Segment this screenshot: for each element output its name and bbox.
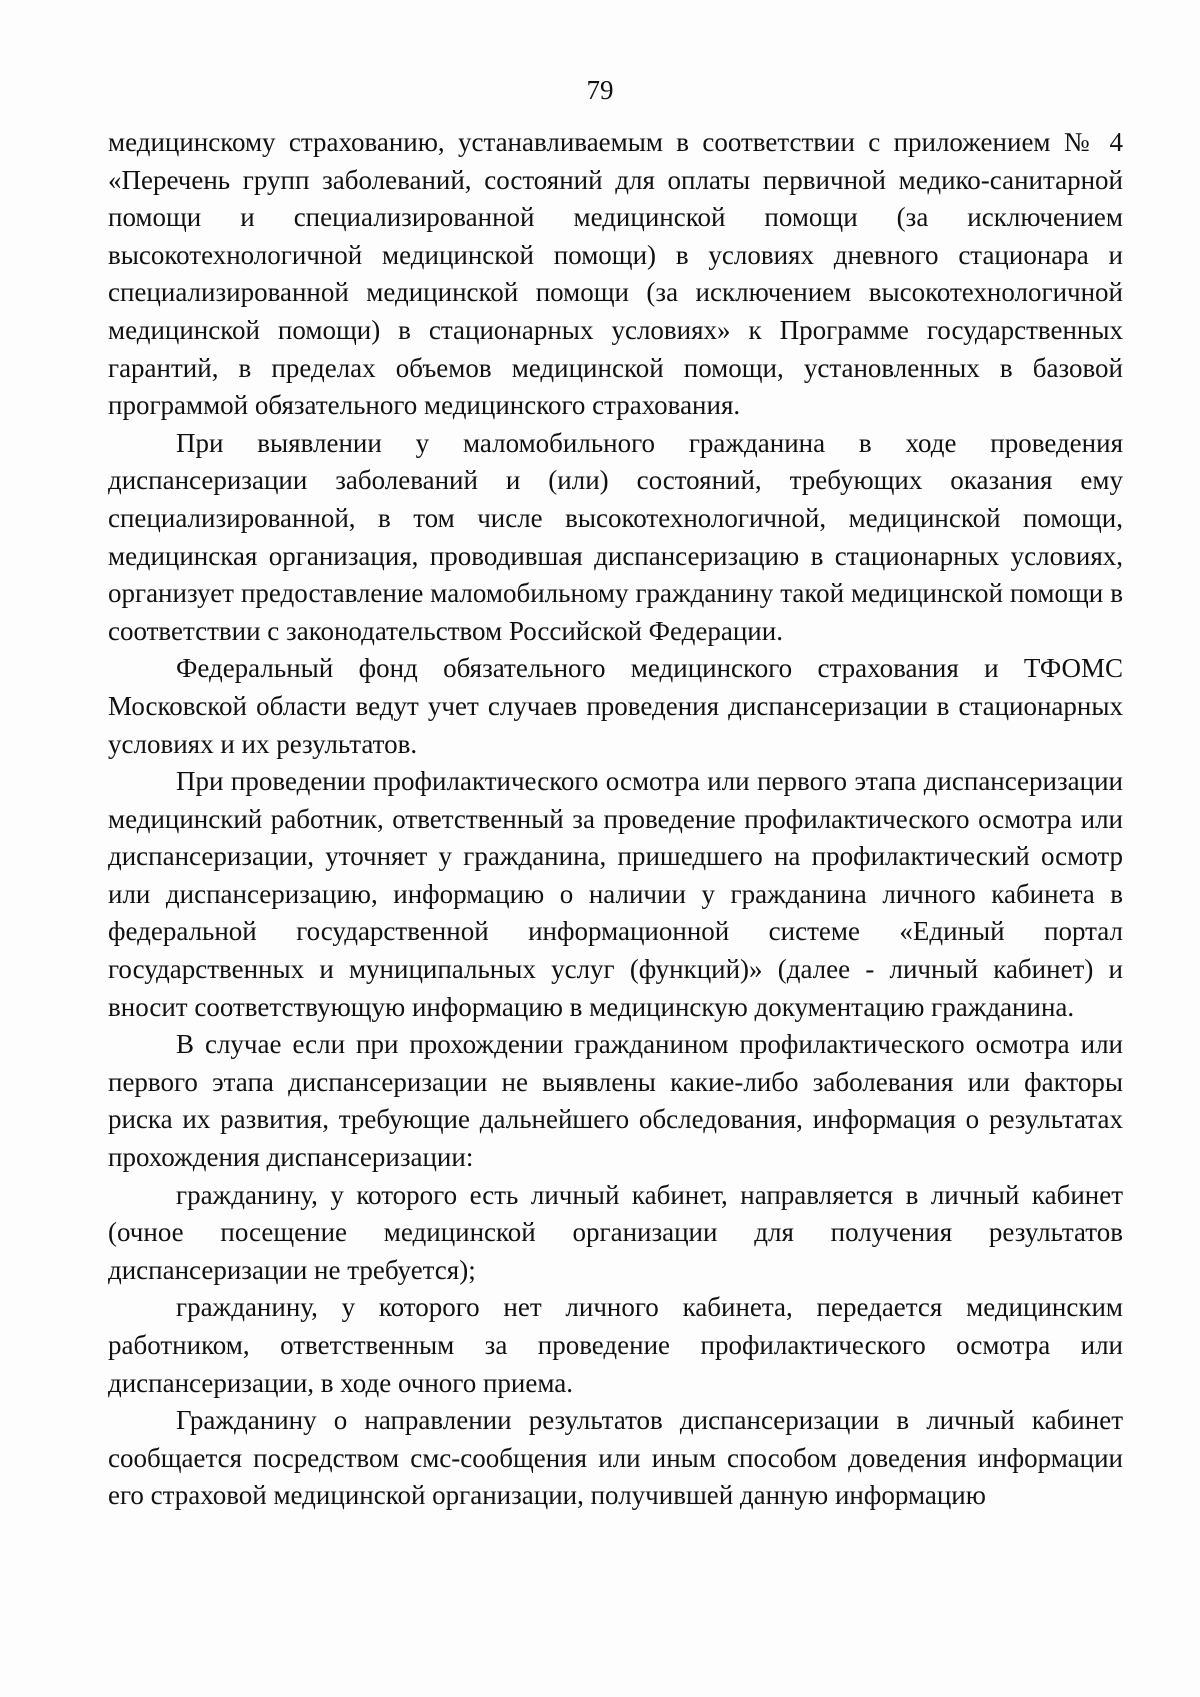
paragraph-8: Гражданину о направлении результатов диспансеризации в личный кабинет сообщается посредством смс-сообщения или иным способом доведения информации его страховой медицинской организации, получившей данную информацию [108, 1405, 1123, 1511]
paragraph-4: При проведении профилактического осмотра или первого этапа диспансеризации медицинский работник, ответственный за проведение профилактического осмотра или диспансеризации, уточняет у гражданина, пришедшего на профилактический осмотр или диспансеризацию, информацию о наличии у гражданина личного кабинета в федеральной государственной информационной системе «Единый портал государственных и муниципальных услуг (функций)» (далее - личный кабинет) и вносит соответствующую информацию в медицинскую документацию гражданина. [108, 766, 1123, 1022]
paragraph-5: В случае если при прохождении гражданином профилактического осмотра или первого этапа диспансеризации не выявлены какие-либо заболевания или факторы риска их развития, требующие дальнейшего обследования, информация о результатах прохождения диспансеризации: [108, 1029, 1123, 1173]
paragraph-6: гражданину, у которого есть личный кабинет, направляется в личный кабинет (очное посещение медицинской организации для получения результатов диспансеризации не требуется); [108, 1179, 1123, 1285]
paragraph-1: медицинскому страхованию, устанавливаемым в соответствии с приложением № 4 «Перечень групп заболеваний, состояний для оплаты первичной медико-санитарной помощи и специализированной медицинской помощи (за исключением высокотехнологичной медицинской помощи) в условиях дневного стационара и специализированной медицинской помощи (за исключением высокотехнологичной медицинской помощи) в стационарных условиях» к Программе государственных гарантий, в пределах объемов медицинской помощи, установленных в базовой программой обязательного медицинского страхования. [108, 127, 1123, 421]
page-number: 79 [586, 75, 614, 105]
document-body [108, 124, 1123, 1515]
paragraph-7: гражданину, у которого нет личного кабинета, передается медицинским работником, ответственным за проведение профилактического осмотра или диспансеризации, в ходе очного приема. [108, 1292, 1123, 1398]
paragraph-3: Федеральный фонд обязательного медицинского страхования и ТФОМС Московской области ведут учет случаев проведения диспансеризации в стационарных условиях и их результатов. [108, 653, 1123, 759]
paragraph-2: При выявлении у маломобильного гражданина в ходе проведения диспансеризации заболеваний и (или) состояний, требующих оказания ему специализированной, в том числе высокотехнологичной, медицинской помощи, медицинская организация, проводившая диспансеризацию в стационарных условиях, организует предоставление маломобильному гражданину такой медицинской помощи в соответствии с законодательством Российской Федерации. [108, 427, 1123, 646]
